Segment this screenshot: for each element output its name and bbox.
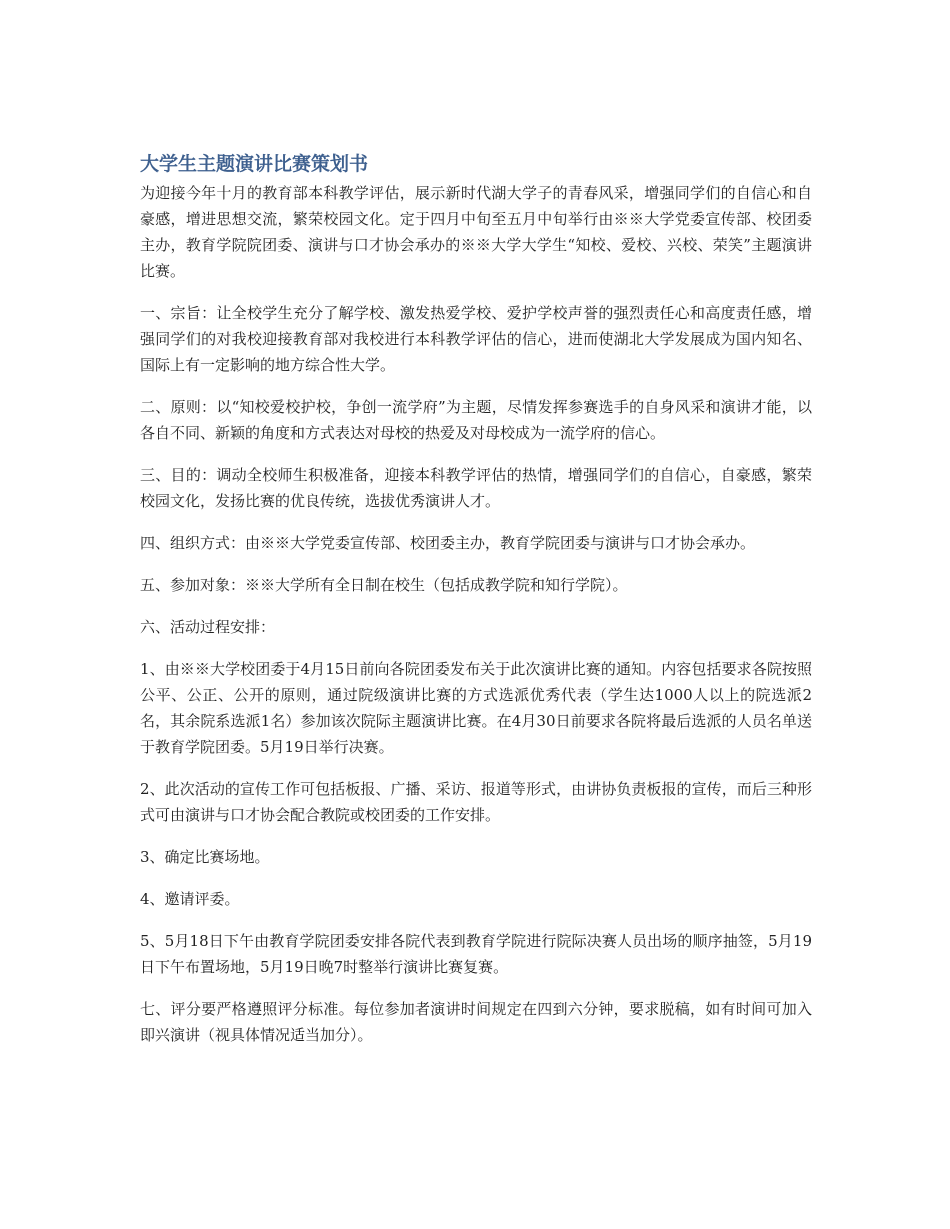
document-content	[140, 150, 812, 1064]
schedule-item-5: 5、5月18日下午由教育学院团委安排各院代表到教育学院进行院际决赛人员出场的顺序抽签，5月19日下午布置场地，5月19日晚7时整举行演讲比赛复赛。	[140, 932, 812, 976]
intro-paragraph: 为迎接今年十月的教育部本科教学评估，展示新时代湖大学子的青春风采，增强同学们的自信心和自豪感，增进思想交流，繁荣校园文化。定于四月中旬至五月中旬举行由※※大学党委宣传部、校团委主办，教育学院院团委、演讲与口才协会承办的※※大学大学生“知校、爱校、兴校、荣笑”主题演讲比赛。	[140, 184, 812, 280]
schedule-item-3: 3、确定比赛场地。	[140, 848, 270, 866]
section-participants: 五、参加对象：※※大学所有全日制在校生（包括成教学院和知行学院）。	[140, 576, 628, 594]
schedule-item-2: 2、此次活动的宣传工作可包括板报、广播、采访、报道等形式，由讲协负责板报的宣传，而后三种形式可由演讲与口才协会配合教院或校团委的工作安排。	[140, 780, 812, 824]
section-schedule-heading: 六、活动过程安排：	[140, 618, 276, 636]
section-purpose: 一、宗旨：让全校学生充分了解学校、激发热爱学校、爱护学校声誉的强烈责任心和高度责任感，增强同学们的对我校迎接教育部对我校进行本科教学评估的信心，进而使湖北大学发展成为国内知名、国际上有一定影响的地方综合性大学。	[140, 304, 812, 374]
section-principle: 二、原则：以“知校爱校护校，争创一流学府”为主题，尽情发挥参赛选手的自身风采和演讲才能，以各自不同、新颖的角度和方式表达对母校的热爱及对母校成为一流学府的信心。	[140, 398, 812, 442]
schedule-item-4: 4、邀请评委。	[140, 890, 240, 908]
schedule-item-1: 1、由※※大学校团委于4月15日前向各院团委发布关于此次演讲比赛的通知。内容包括要求各院按照公平、公正、公开的原则，通过院级演讲比赛的方式选派优秀代表（学生达1000人以上的院选派2名，其余院系选派1名）参加该次院际主题演讲比赛。在4月30日前要求各院将最后选派的人员名单送于教育学院团委。5月19日举行决赛。	[140, 660, 812, 756]
section-goal: 三、目的：调动全校师生积极准备，迎接本科教学评估的热情，增强同学们的自信心，自豪感，繁荣校园文化，发扬比赛的优良传统，选拔优秀演讲人才。	[140, 466, 812, 510]
section-organization: 四、组织方式：由※※大学党委宣传部、校团委主办，教育学院团委与演讲与口才协会承办。	[140, 534, 756, 552]
section-scoring: 七、评分要严格遵照评分标准。每位参加者演讲时间规定在四到六分钟，要求脱稿，如有时间可加入即兴演讲（视具体情况适当加分）。	[140, 1000, 812, 1044]
document-title: 大学生主题演讲比赛策划书	[140, 153, 369, 175]
